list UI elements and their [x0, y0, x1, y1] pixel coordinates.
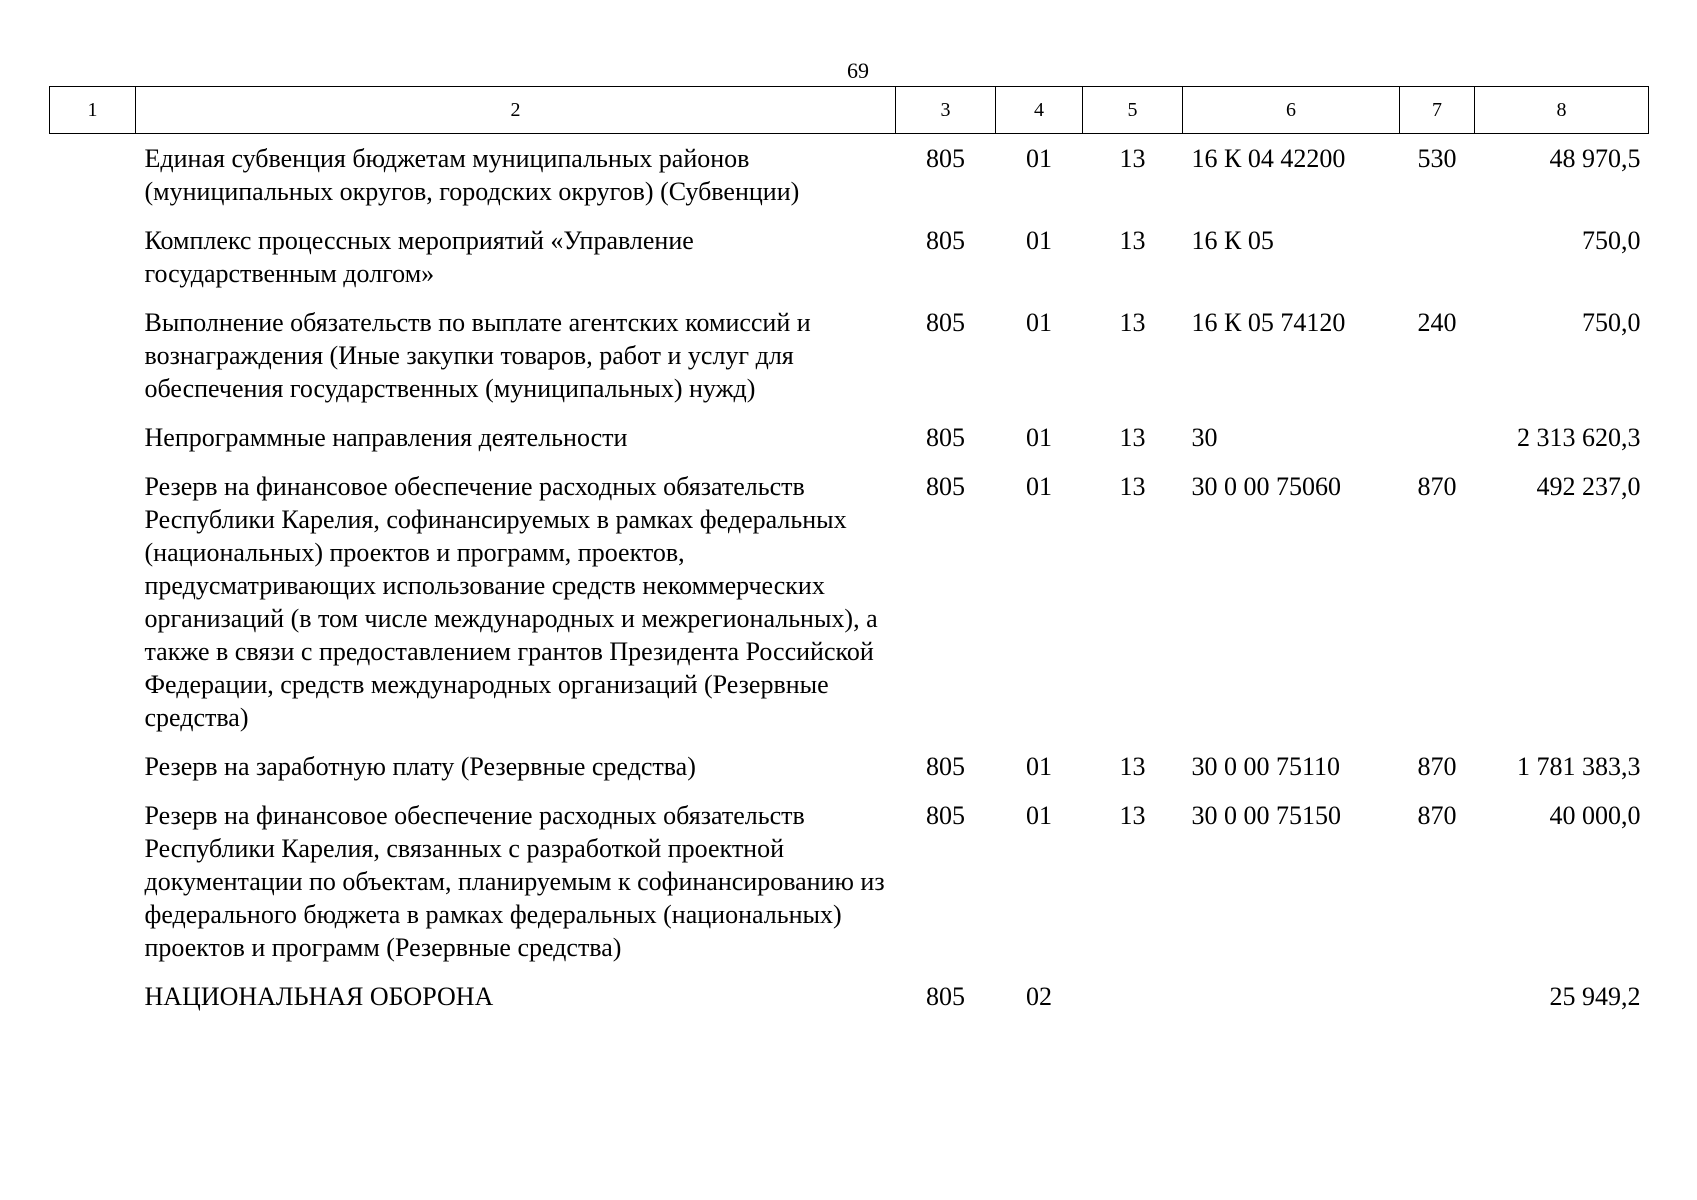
page-number: 69 [847, 58, 869, 83]
section-code: 01 [1026, 144, 1052, 173]
table-header [50, 87, 1649, 134]
amount: 1 781 383,3 [1517, 752, 1641, 781]
expense-type-code: 870 [1417, 752, 1457, 781]
column-header-7: 7 [1400, 87, 1475, 134]
target-item-code: 30 0 00 75150 [1191, 801, 1341, 830]
column-header-2: 2 [136, 87, 896, 134]
section-code: 01 [1026, 423, 1052, 452]
table-row [50, 750, 1649, 799]
ministry-code: 805 [926, 752, 965, 781]
subsection-code: 13 [1119, 226, 1146, 255]
target-item-code [1183, 980, 1400, 1029]
subsection-code: 13 [1119, 144, 1146, 173]
table-row [50, 980, 1649, 1029]
amount: 750,0 [1582, 226, 1641, 255]
row-name: Непрограммные направления деятельности [144, 423, 628, 452]
header-row [50, 87, 1649, 134]
table-row [50, 799, 1649, 980]
column-header-4: 4 [996, 87, 1083, 134]
target-item-code: 30 [1191, 423, 1218, 452]
subsection-code: 13 [1119, 801, 1146, 830]
subsection-code: 13 [1119, 752, 1146, 781]
expense-type-code [1400, 421, 1475, 470]
row-name: Резерв на финансовое обеспечение расходных обязательств Республики Карелия, софинансируемых в рамках федеральных (национальных) проектов и программ, проектов, предусматривающих использование средств некоммерческих организаций (в том числе международных и межрегиональных), а также в связи с предоставлением грантов Президента Российской Федерации, средств международных организаций (Резервные средства) [144, 472, 878, 732]
subsection-code: 13 [1119, 472, 1146, 501]
ministry-code: 805 [926, 982, 965, 1011]
row-name: Выполнение обязательств по выплате агентских комиссий и вознаграждения (Иные закупки товаров, работ и услуг для обеспечения государственных (муниципальных) нужд) [144, 308, 811, 403]
amount: 750,0 [1582, 308, 1641, 337]
column-header-3: 3 [896, 87, 996, 134]
section-code: 01 [1026, 801, 1052, 830]
budget-table [49, 86, 1649, 1029]
expense-type-code [1400, 224, 1475, 306]
section-code: 02 [1026, 982, 1052, 1011]
table-row [50, 224, 1649, 306]
amount: 40 000,0 [1549, 801, 1641, 830]
column-header-8: 8 [1475, 87, 1649, 134]
subsection-code [1083, 980, 1183, 1029]
section-code: 01 [1026, 472, 1052, 501]
subsection-code: 13 [1119, 308, 1146, 337]
row-name: Резерв на финансовое обеспечение расходных обязательств Республики Карелия, связанных с разработкой проектной документации по объектам, планируемым к софинансированию из федерального бюджета в рамках федеральных (национальных) проектов и программ (Резервные средства) [144, 801, 885, 962]
subsection-code: 13 [1119, 423, 1146, 452]
expense-type-code: 240 [1417, 308, 1457, 337]
section-code: 01 [1026, 226, 1052, 255]
row-name: Резерв на заработную плату (Резервные средства) [144, 752, 696, 781]
expense-type-code: 870 [1417, 801, 1457, 830]
row-name: НАЦИОНАЛЬНАЯ ОБОРОНА [144, 982, 494, 1011]
target-item-code: 16 К 05 74120 [1191, 308, 1346, 337]
expense-type-code [1400, 980, 1475, 1029]
amount: 25 949,2 [1549, 982, 1641, 1011]
ministry-code: 805 [926, 226, 965, 255]
amount: 48 970,5 [1549, 144, 1641, 173]
ministry-code: 805 [926, 801, 965, 830]
expense-type-code: 530 [1417, 144, 1457, 173]
section-code: 01 [1026, 308, 1052, 337]
expense-type-code: 870 [1417, 472, 1457, 501]
target-item-code: 30 0 00 75110 [1191, 752, 1341, 781]
table-row [50, 421, 1649, 470]
amount: 2 313 620,3 [1517, 423, 1641, 452]
table-row [50, 470, 1649, 750]
section-code: 01 [1026, 752, 1052, 781]
amount: 492 237,0 [1536, 472, 1641, 501]
ministry-code: 805 [926, 472, 965, 501]
target-item-code: 30 0 00 75060 [1191, 472, 1341, 501]
target-item-code: 16 К 05 [1191, 226, 1274, 255]
ministry-code: 805 [926, 144, 965, 173]
ministry-code: 805 [926, 423, 965, 452]
table-row [50, 306, 1649, 421]
row-name: Единая субвенция бюджетам муниципальных районов (муниципальных округов, городских округов) (Субвенции) [144, 144, 800, 206]
ministry-code: 805 [926, 308, 965, 337]
column-header-6: 6 [1183, 87, 1400, 134]
column-header-1: 1 [50, 87, 136, 134]
column-header-5: 5 [1083, 87, 1183, 134]
table-row [50, 134, 1649, 225]
target-item-code: 16 К 04 42200 [1191, 144, 1346, 173]
row-name: Комплекс процессных мероприятий «Управление государственным долгом» [144, 226, 694, 288]
